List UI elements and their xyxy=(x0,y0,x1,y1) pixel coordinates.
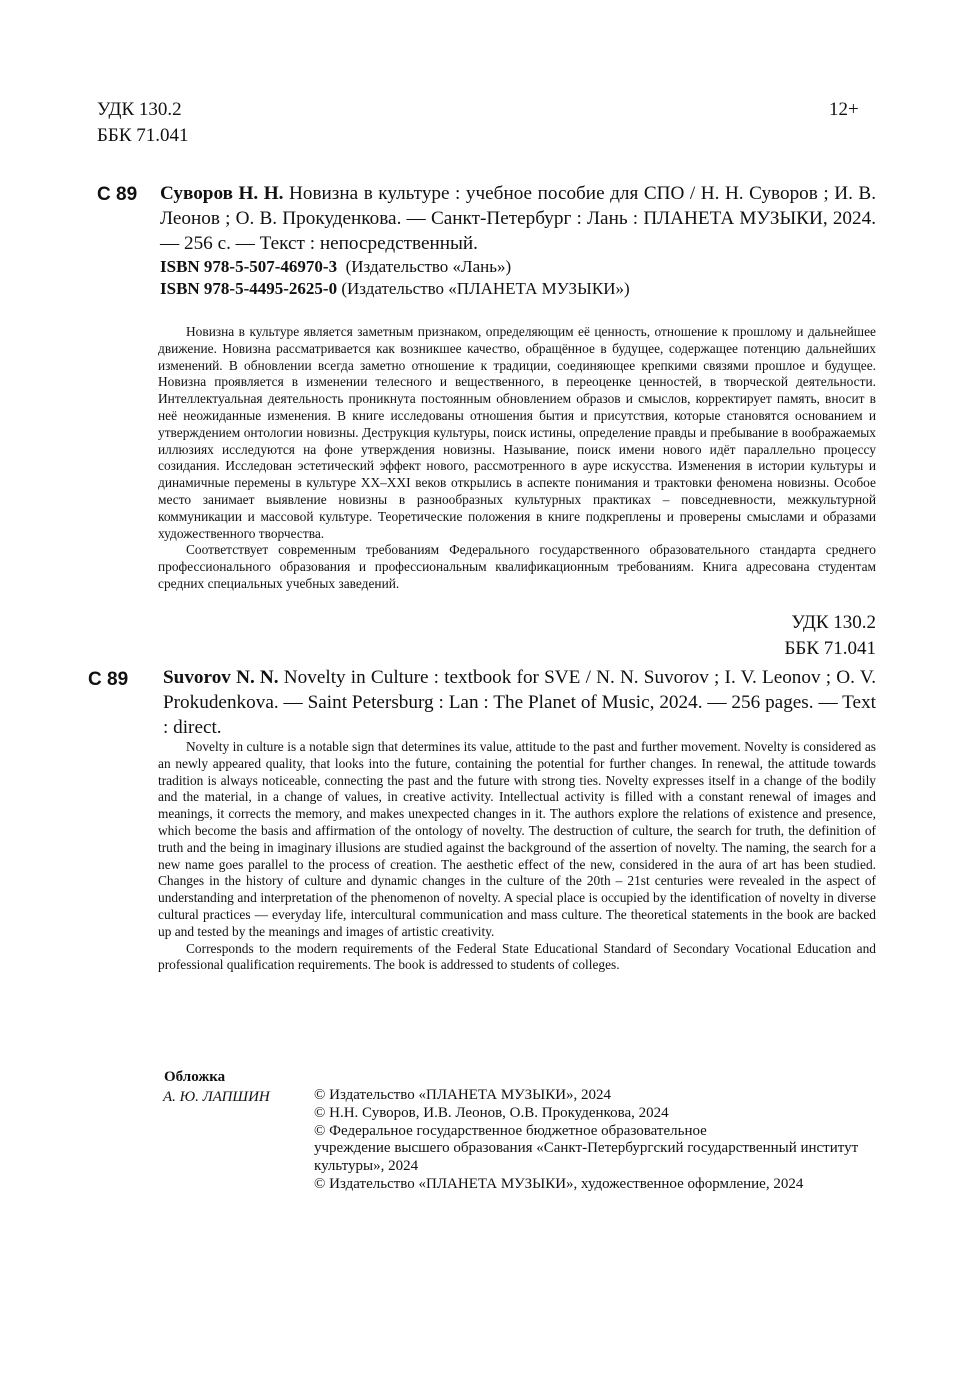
bbk-code-right: ББК 71.041 xyxy=(784,638,876,659)
right-classification-codes xyxy=(785,610,877,662)
cover-label: Обложка xyxy=(164,1069,226,1085)
ru-abstract-paragraph-2: Соответствует современным требованиям Федерального государственного образовательного стандарта среднего профессионального образования и профессиональным квалификационным требованиям. Книга адресована студентам средних специальных учебных заведений. xyxy=(158,542,876,591)
isbn-1-publisher: (Издательство «Лань») xyxy=(345,257,512,276)
copyright-line: © Издательство «ПЛАНЕТА МУЗЫКИ», 2024 xyxy=(314,1087,612,1103)
en-abstract-paragraph-2: Corresponds to the modern requirements of the Federal State Educational Standard of Secondary Vocational Education and professional qualification requirements. The book is addressed to students of colleges. xyxy=(158,940,876,973)
udk-code: УДК 130.2 xyxy=(97,99,182,120)
copyright-line: © Н.Н. Суворов, И.В. Леонов, О.В. Прокуденкова, 2024 xyxy=(314,1104,669,1121)
en-abstract xyxy=(158,739,876,974)
isbn-2-publisher: (Издательство «ПЛАНЕТА МУЗЫКИ») xyxy=(341,279,630,298)
ru-author-mark: С 89 xyxy=(97,184,138,205)
age-rating: 12+ xyxy=(829,99,859,120)
en-author: Suvorov N. N. xyxy=(163,667,279,688)
ru-bibliographic-entry xyxy=(160,181,876,300)
copyright-line: учреждение высшего образования «Санкт-Петербургский государственный институт xyxy=(314,1140,859,1157)
isbn-2: ISBN 978-5-4495-2625-0 xyxy=(160,279,338,298)
bbk-code: ББК 71.041 xyxy=(97,125,189,146)
ru-abstract xyxy=(158,324,876,593)
ru-description: Новизна в культуре : учебное пособие для СПО / Н. Н. Суворов ; И. В. Леонов ; О. В. Прокуденкова. — Санкт-Петербург : Лань : ПЛАНЕТА МУЗЫКИ, 2024. — 256 с. — Текст : непосредственный. xyxy=(160,183,877,254)
copyright-line: © Федеральное государственное бюджетное образовательное xyxy=(314,1122,707,1139)
udk-code-right: УДК 130.2 xyxy=(791,612,876,633)
en-bibliographic-entry xyxy=(163,665,876,740)
en-author-mark: С 89 xyxy=(88,669,129,690)
copyright-block xyxy=(314,1087,894,1194)
ru-author: Суворов Н. Н. xyxy=(160,183,284,204)
isbn-line-1 xyxy=(160,256,876,278)
copyright-line: © Издательство «ПЛАНЕТА МУЗЫКИ», художественное оформление, 2024 xyxy=(314,1175,804,1192)
en-abstract-paragraph-1: Novelty in culture is a notable sign that determines its value, attitude to the past and further movement. Novelty is considered as an newly appeared quality, that looks into the future, containing the potential for further changes. In renewal, the attitude towards tradition is always noticeable, connecting the past and the future with strong ties. Novelty expresses itself in a change of the bodily and the material, in a change of values, in creative activity. Intellectual activity is filled with a constant renewal of images and meanings, it corrects the memory, and makes unexpected changes in it. The authors explore the relations of existence and presence, which become the basis and affirmation of the ontology of novelty. The destruction of culture, the search for truth, the definition of truth and the being in imaginary illusions are studied against the background of the assertion of novelty. The naming, the search for a new name goes parallel to the process of creation. The aesthetic effect of the new, considered in the aura of art has been studied. Changes in the history of culture and dynamic changes in the culture of the 20th – 21st centuries were revealed in the aspect of understanding and interpretation of the phenomenon of novelty. A special place is occupied by the identification of novelty in diverse cultural practices — everyday life, intercultural communication and mass culture. The theoretical statements in the book are backed up and tested by the meanings and images of artistic creativity. xyxy=(158,739,876,939)
cover-artist: А. Ю. ЛАПШИН xyxy=(163,1089,270,1105)
ru-abstract-paragraph-1: Новизна в культуре является заметным признаком, определяющим её ценность, отношение к прошлому и дальнейшее движение. Новизна рассматривается как возникшее качество, обращённое в будущее, содержащее потенцию дальнейших изменений. В обновлении всегда заметно отношение к традиции, соединяющее крепкими связями прошлое и будущее. Новизна проявляется в изменении телесного и вещественного, в переоценке ценностей, в творческой деятельности. Интеллектуальная деятельность проникнута постоянным обновлением образов и смыслов, корректирует память, вносит в неё неожиданные изменения. В книге исследованы отношения бытия и присутствия, которые становятся основанием и утверждением онтологии новизны. Деструкция культуры, поиск истины, определение правды и пребывание в воображаемых иллюзиях исследуются на фоне утверждения новизны. Называние, поиск имени нового идёт параллельно процессу созидания. Исследован эстетический эффект нового, рассмотренного в ауре искусства. Изменения в истории культуры и динамичные перемены в культуре XX–XXI веков открылись в аспекте понимания и трактовки феномена новизны. Особое место занимает выявление новизны в разнообразных культурных практиках – повседневности, межкультурной коммуникации и массовой культуре. Теоретические положения в книге подкреплены и проверены смыслами и образами художественного творчества. xyxy=(158,324,876,541)
isbn-line-2 xyxy=(160,278,876,300)
copyright-line: культуры», 2024 xyxy=(314,1158,419,1175)
en-description: Novelty in Culture : textbook for SVE / N. N. Suvorov ; I. V. Leonov ; O. V. Prokudenkova. — Saint Petersburg : Lan : The Planet of Music, 2024. — 256 pages. — Text : direct. xyxy=(163,667,876,738)
top-classification-codes xyxy=(97,97,189,149)
isbn-1: ISBN 978-5-507-46970-3 xyxy=(160,257,338,276)
